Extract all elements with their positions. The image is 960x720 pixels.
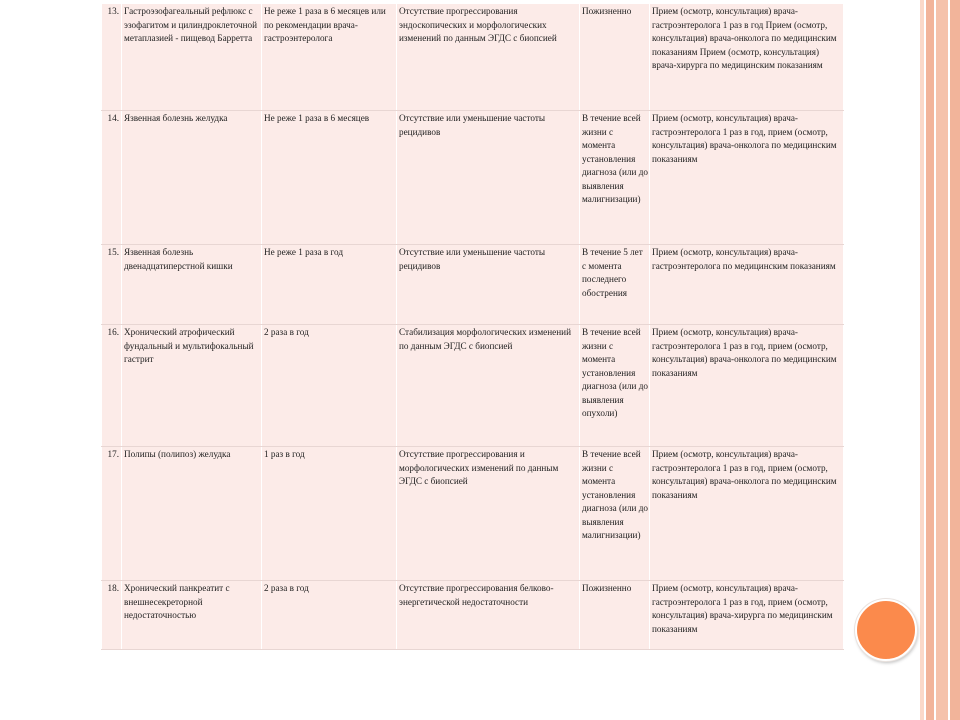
- observation-duration: В течение всей жизни с момента установления диагноза (или до выявления опухоли): [580, 325, 650, 447]
- specialist-consultations: Прием (осмотр, консультация) врача-гастроэнтеролога 1 раз в год Прием (осмотр, консультация) врача-онколога по медицинским показаниям Прием (осмотр, консультация) врача-хирурга по медицинским показаниям: [650, 4, 844, 111]
- table-row: [102, 4, 844, 111]
- observation-frequency: 2 раза в год: [262, 581, 397, 650]
- specialist-consultations: Прием (осмотр, консультация) врача-гастроэнтеролога 1 раз в год, прием (осмотр, консультация) врача-хирурга по медицинским показаниям: [650, 581, 844, 650]
- observation-frequency: 2 раза в год: [262, 325, 397, 447]
- table-row: [102, 581, 844, 650]
- disease-name: Гастроэзофагеальный рефлюкс с эзофагитом и цилиндроклеточной метаплазией - пищевод Барретта: [122, 4, 262, 111]
- disease-name: Язвенная болезнь двенадцатиперстной кишки: [122, 245, 262, 325]
- observation-duration: Пожизненно: [580, 4, 650, 111]
- specialist-consultations: Прием (осмотр, консультация) врача-гастроэнтеролога 1 раз в год, прием (осмотр, консультация) врача-онколога по медицинским показаниям: [650, 447, 844, 581]
- row-number: 16.: [102, 325, 122, 447]
- observation-frequency: Не реже 1 раза в 6 месяцев: [262, 111, 397, 245]
- observation-duration: Пожизненно: [580, 581, 650, 650]
- table-row: [102, 245, 844, 325]
- row-number: 17.: [102, 447, 122, 581]
- expected-result: Стабилизация морфологических изменений по данным ЭГДС с биопсией: [397, 325, 580, 447]
- specialist-consultations: Прием (осмотр, консультация) врача-гастроэнтеролога 1 раз в год, прием (осмотр, консультация) врача-онколога по медицинским показаниям: [650, 325, 844, 447]
- disease-name: Язвенная болезнь желудка: [122, 111, 262, 245]
- expected-result: Отсутствие прогрессирования белково-энергетической недостаточности: [397, 581, 580, 650]
- specialist-consultations: Прием (осмотр, консультация) врача-гастроэнтеролога 1 раз в год, прием (осмотр, консультация) врача-онколога по медицинским показаниям: [650, 111, 844, 245]
- observation-duration: В течение всей жизни с момента установления диагноза (или до выявления малигнизации): [580, 111, 650, 245]
- row-number: 13.: [102, 4, 122, 111]
- observation-duration: В течение всей жизни с момента установления диагноза (или до выявления малигнизации): [580, 447, 650, 581]
- disease-name: Хронический атрофический фундальный и мультифокальный гастрит: [122, 325, 262, 447]
- expected-result: Отсутствие прогрессирования и морфологических изменений по данным ЭГДС с биопсией: [397, 447, 580, 581]
- table-row: [102, 325, 844, 447]
- disease-name: Полипы (полипоз) желудка: [122, 447, 262, 581]
- observation-frequency: Не реже 1 раза в год: [262, 245, 397, 325]
- row-number: 15.: [102, 245, 122, 325]
- observation-frequency: Не реже 1 раза в 6 месяцев или по рекомендации врача-гастроэнтеролога: [262, 4, 397, 111]
- dispensary-observation-table: [101, 3, 844, 650]
- observation-frequency: 1 раз в год: [262, 447, 397, 581]
- disease-name: Хронический панкреатит с внешнесекреторной недостаточностью: [122, 581, 262, 650]
- decorative-right-stripes: [920, 0, 960, 720]
- orange-circle-decoration: [855, 599, 917, 661]
- observation-duration: В течение 5 лет с момента последнего обострения: [580, 245, 650, 325]
- row-number: 18.: [102, 581, 122, 650]
- table-row: [102, 111, 844, 245]
- expected-result: Отсутствие или уменьшение частоты рецидивов: [397, 111, 580, 245]
- specialist-consultations: Прием (осмотр, консультация) врача-гастроэнтеролога по медицинским показаниям: [650, 245, 844, 325]
- table-row: [102, 447, 844, 581]
- expected-result: Отсутствие прогрессирования эндоскопических и морфологических изменений по данным ЭГДС с биопсией: [397, 4, 580, 111]
- row-number: 14.: [102, 111, 122, 245]
- expected-result: Отсутствие или уменьшение частоты рецидивов: [397, 245, 580, 325]
